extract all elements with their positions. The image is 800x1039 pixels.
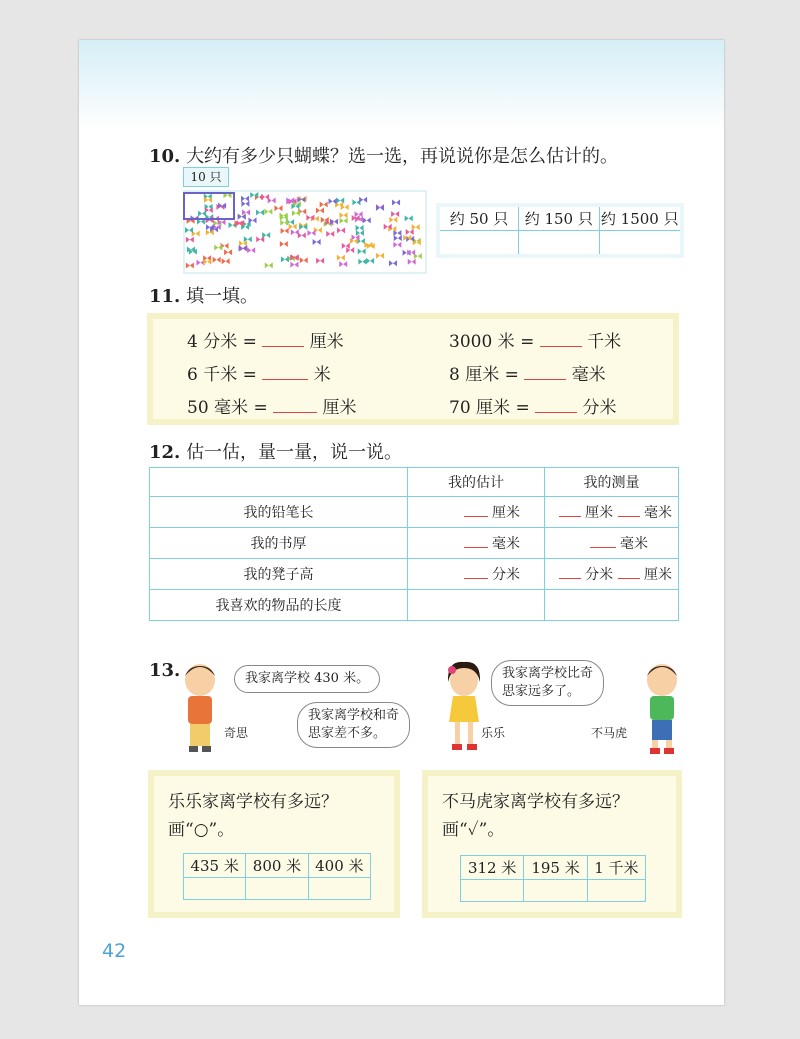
col-header-measure: 我的测量 bbox=[545, 468, 679, 497]
answer-blank[interactable] bbox=[464, 516, 488, 517]
q13-option: 800 米 bbox=[246, 854, 308, 878]
table-row: 我的凳子高 分米 分米 厘米 bbox=[150, 559, 679, 590]
page-number: 42 bbox=[102, 940, 127, 962]
speech-bubble-lele: 我家离学校和奇 思家差不多。 bbox=[297, 702, 410, 748]
butterfly-icon bbox=[300, 257, 308, 263]
answer-blank[interactable] bbox=[464, 547, 488, 548]
butterfly-icon bbox=[394, 235, 402, 241]
q11-text: 填一填。 bbox=[186, 286, 259, 307]
butterfly-icon bbox=[391, 211, 399, 217]
butterfly-icon bbox=[222, 258, 230, 264]
q11-item: 6 千米 = 米 bbox=[187, 365, 331, 385]
butterfly-icon bbox=[337, 255, 345, 261]
butterfly-icon bbox=[340, 212, 348, 218]
butterfly-icon bbox=[316, 208, 324, 214]
q13-left-table bbox=[183, 853, 371, 900]
butterfly-icon bbox=[274, 205, 282, 211]
answer-blank[interactable] bbox=[540, 346, 582, 347]
bumahu-character-icon bbox=[637, 658, 687, 758]
butterfly-icon bbox=[326, 231, 334, 237]
answer-cell[interactable] bbox=[408, 590, 545, 621]
q11-heading bbox=[149, 282, 258, 308]
answer-blank[interactable] bbox=[618, 516, 640, 517]
q11-item: 50 毫米 = 厘米 bbox=[187, 398, 357, 418]
textbook-page bbox=[79, 40, 724, 1005]
q10-text: 大约有多少只蝴蝶？选一选，再说说你是怎么估计的。 bbox=[186, 146, 619, 167]
q13-left-question: 乐乐家离学校有多远？ bbox=[168, 792, 338, 812]
q10-number: 10. bbox=[149, 146, 181, 167]
butterfly-icon bbox=[224, 249, 232, 255]
answer-blank[interactable] bbox=[559, 578, 581, 579]
q11-right-column bbox=[449, 326, 621, 425]
butterfly-icon bbox=[393, 230, 401, 236]
q11-left-column bbox=[187, 326, 357, 425]
answer-blank[interactable] bbox=[524, 379, 566, 380]
butterfly-icon bbox=[241, 196, 249, 202]
q11-item: 70 厘米 = 分米 bbox=[449, 398, 617, 418]
butterfly-icon bbox=[213, 257, 221, 263]
qisi-character-icon bbox=[175, 658, 225, 758]
butterfly-icon bbox=[408, 259, 416, 265]
q13-option: 400 米 bbox=[308, 854, 370, 878]
q12-text: 估一估，量一量，说一说。 bbox=[186, 442, 403, 463]
butterfly-field bbox=[183, 190, 427, 274]
butterfly-icon bbox=[412, 224, 420, 230]
table-header-row bbox=[150, 468, 679, 497]
butterfly-icon bbox=[389, 260, 397, 266]
butterfly-icon bbox=[376, 253, 384, 259]
butterfly-icon bbox=[291, 229, 299, 235]
table-row: 我的铅笔长 厘米 厘米 毫米 bbox=[150, 497, 679, 528]
speech-bubble-qisi: 我家离学校 430 米。 bbox=[234, 665, 380, 693]
q13-option: 312 米 bbox=[461, 856, 524, 880]
butterfly-icon bbox=[356, 230, 364, 236]
butterfly-icon bbox=[239, 240, 247, 246]
butterfly-icon bbox=[185, 227, 193, 233]
q13-option: 1 千米 bbox=[587, 856, 645, 880]
top-gradient-band bbox=[79, 40, 724, 130]
character-name: 奇思 bbox=[224, 726, 249, 740]
q10-option: 约 1500 只 bbox=[599, 205, 682, 231]
q13-left-instruction: 画“○”。 bbox=[168, 820, 235, 840]
sample-box bbox=[183, 192, 235, 220]
q12-number: 12. bbox=[149, 442, 181, 463]
q11-item: 8 厘米 = 毫米 bbox=[449, 365, 606, 385]
speech-bubble-bumahu: 我家离学校比奇 思家远多了。 bbox=[491, 660, 604, 706]
q13-right-instruction: 画“✓”。 bbox=[442, 820, 505, 840]
q12-heading bbox=[149, 438, 402, 464]
butterfly-icon bbox=[342, 243, 350, 249]
character-name: 乐乐 bbox=[481, 726, 506, 740]
answer-blank[interactable] bbox=[273, 412, 317, 413]
answer-blank[interactable] bbox=[262, 379, 308, 380]
q11-number: 11. bbox=[149, 286, 181, 307]
butterfly-icon bbox=[290, 262, 298, 268]
q13-answer-cell[interactable] bbox=[587, 880, 645, 902]
q13-left-box bbox=[148, 770, 400, 918]
butterfly-icon bbox=[298, 232, 306, 238]
butterfly-icon bbox=[242, 209, 250, 215]
butterfly-icon bbox=[241, 201, 249, 207]
q13-option: 195 米 bbox=[524, 856, 587, 880]
butterfly-icon bbox=[289, 224, 297, 230]
col-header-estimate: 我的估计 bbox=[408, 468, 545, 497]
butterfly-icon bbox=[350, 238, 358, 244]
q13-right-table bbox=[460, 855, 646, 902]
q13-answer-cell[interactable] bbox=[246, 878, 308, 900]
q13-answer-cell[interactable] bbox=[184, 878, 246, 900]
character-name: 不马虎 bbox=[591, 726, 628, 740]
butterfly-icon bbox=[363, 217, 371, 223]
butterfly-icon bbox=[316, 258, 324, 264]
butterfly-icon bbox=[358, 248, 366, 254]
q10-option: 约 150 只 bbox=[519, 205, 600, 231]
q13-right-question: 不马虎家离学校有多远？ bbox=[442, 792, 629, 812]
q10-option: 约 50 只 bbox=[438, 205, 519, 231]
butterfly-icon bbox=[313, 239, 321, 245]
butterfly-icon bbox=[186, 237, 194, 243]
q10-options-table bbox=[436, 203, 684, 258]
butterfly-icon bbox=[392, 200, 400, 206]
butterfly-icon bbox=[346, 247, 354, 253]
butterfly-icon bbox=[337, 227, 345, 233]
butterfly-icon bbox=[244, 236, 252, 242]
butterfly-icon bbox=[389, 217, 397, 223]
answer-cell[interactable] bbox=[545, 590, 679, 621]
q11-item: 3000 米 = 千米 bbox=[449, 332, 622, 352]
q13-option: 435 米 bbox=[184, 854, 246, 878]
butterfly-icon bbox=[186, 262, 194, 268]
butterfly-icon bbox=[406, 229, 414, 235]
butterfly-icon bbox=[393, 242, 401, 248]
butterfly-icon bbox=[339, 261, 347, 267]
q10-answer-cell[interactable] bbox=[599, 231, 682, 256]
q13-right-box bbox=[422, 770, 682, 918]
butterfly-icon bbox=[320, 201, 328, 207]
butterfly-icon bbox=[340, 218, 348, 224]
butterfly-icon bbox=[405, 215, 413, 221]
butterfly-icon bbox=[264, 209, 272, 215]
q13-answer-cell[interactable] bbox=[524, 880, 587, 902]
q10-answer-cell[interactable] bbox=[438, 231, 519, 256]
butterfly-icon bbox=[238, 214, 246, 220]
q10-heading bbox=[149, 142, 618, 168]
q12-table bbox=[149, 467, 679, 621]
answer-blank[interactable] bbox=[535, 412, 577, 413]
butterfly-icon bbox=[247, 247, 255, 253]
table-row: 我的书厚 毫米 毫米 bbox=[150, 528, 679, 559]
lele-character-icon bbox=[439, 658, 489, 758]
sample-count-label: 10 只 bbox=[183, 167, 229, 187]
answer-blank[interactable] bbox=[559, 516, 581, 517]
q11-item: 4 分米 = 厘米 bbox=[187, 332, 344, 352]
answer-blank[interactable] bbox=[590, 547, 616, 548]
q10-answer-cell[interactable] bbox=[519, 231, 600, 256]
butterfly-icon bbox=[256, 209, 264, 215]
q13-number: 13. bbox=[149, 660, 181, 681]
answer-blank[interactable] bbox=[464, 578, 488, 579]
table-row: 我喜欢的物品的长度 bbox=[150, 590, 679, 621]
q13-answer-cell[interactable] bbox=[308, 878, 370, 900]
answer-blank[interactable] bbox=[262, 346, 304, 347]
butterfly-icon bbox=[281, 228, 289, 234]
butterfly-icon bbox=[249, 217, 257, 223]
butterfly-icon bbox=[203, 259, 211, 265]
butterfly-icon bbox=[358, 259, 366, 265]
butterfly-icon bbox=[265, 262, 273, 268]
butterfly-icon bbox=[366, 258, 374, 264]
butterfly-icon bbox=[280, 241, 288, 247]
q13-answer-cell[interactable] bbox=[461, 880, 524, 902]
butterfly-icon bbox=[356, 225, 364, 231]
answer-blank[interactable] bbox=[618, 578, 640, 579]
